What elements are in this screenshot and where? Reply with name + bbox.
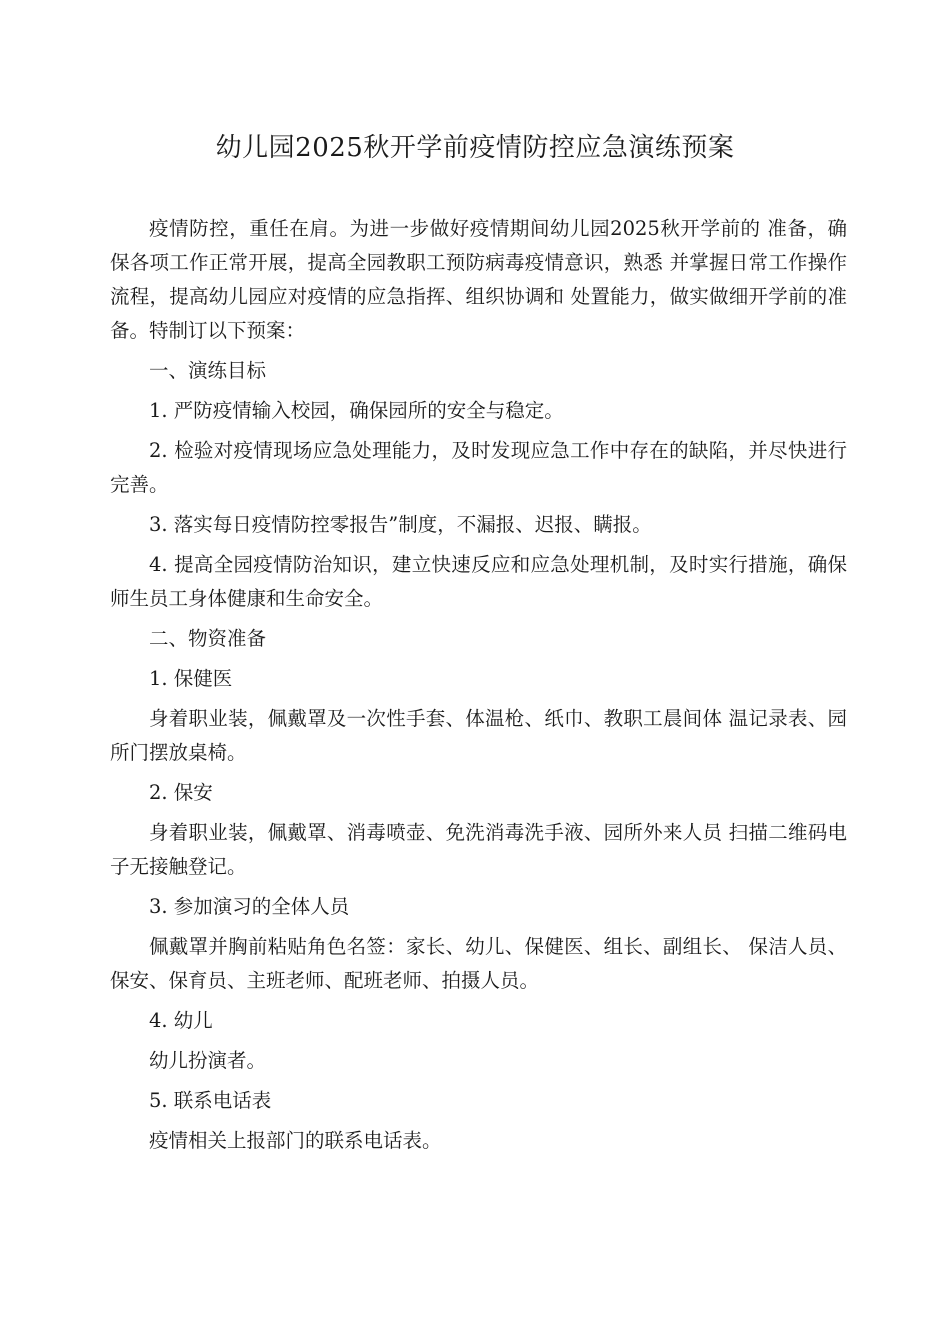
document-title: 幼儿园2025秋开学前疫情防控应急演练预案 bbox=[215, 133, 735, 163]
materials-item-2-heading: 2. 保安 bbox=[149, 781, 213, 804]
materials-item-4-text: 幼儿扮演者。 bbox=[149, 1049, 267, 1072]
materials-item-4-heading: 4. 幼儿 bbox=[149, 1009, 213, 1032]
materials-item-3-text: 佩戴罩并胸前粘贴角色名签：家长、幼儿、保健医、组长、副组长、 保洁人员、保安、保育员、主班老师、配班老师、拍摄人员。 bbox=[110, 935, 847, 992]
materials-item-1-text: 身着职业装，佩戴罩及一次性手套、体温枪、纸巾、教职工晨间体 温记录表、园所门摆放桌椅。 bbox=[110, 707, 847, 764]
document-body bbox=[110, 212, 847, 1164]
materials-item-5-heading: 5. 联系电话表 bbox=[149, 1089, 272, 1112]
section-heading-materials: 二、物资准备 bbox=[149, 627, 267, 650]
goal-item-3: 3. 落实每日疫情防控零报告”制度，不漏报、迟报、瞒报。 bbox=[149, 513, 652, 536]
materials-item-1-heading: 1. 保健医 bbox=[149, 667, 233, 690]
section-heading-drill-goals: 一、演练目标 bbox=[149, 359, 267, 382]
goal-item-4: 4. 提高全园疫情防治知识，建立快速反应和应急处理机制，及时实行措施，确保师生员工身体健康和生命安全。 bbox=[110, 553, 847, 610]
goal-item-1: 1. 严防疫情输入校园，确保园所的安全与稳定。 bbox=[149, 399, 564, 422]
materials-item-5-text: 疫情相关上报部门的联系电话表。 bbox=[149, 1129, 442, 1152]
materials-item-3-heading: 3. 参加演习的全体人员 bbox=[149, 895, 350, 918]
materials-item-2-text: 身着职业装，佩戴罩、消毒喷壶、免洗消毒洗手液、园所外来人员 扫描二维码电子无接触登记。 bbox=[110, 821, 847, 878]
intro-paragraph: 疫情防控，重任在肩。为进一步做好疫情期间幼儿园2025秋开学前的 准备，确保各项工作正常开展，提高全园教职工预防病毒疫情意识，熟悉 并掌握日常工作操作流程，提高幼儿园应对疫情的应急指挥、组织协调和 处置能力，做实做细开学前的准备。特制订以下预案： bbox=[110, 217, 847, 342]
goal-item-2: 2. 检验对疫情现场应急处理能力，及时发现应急工作中存在的缺陷，并尽快进行完善。 bbox=[110, 439, 847, 496]
